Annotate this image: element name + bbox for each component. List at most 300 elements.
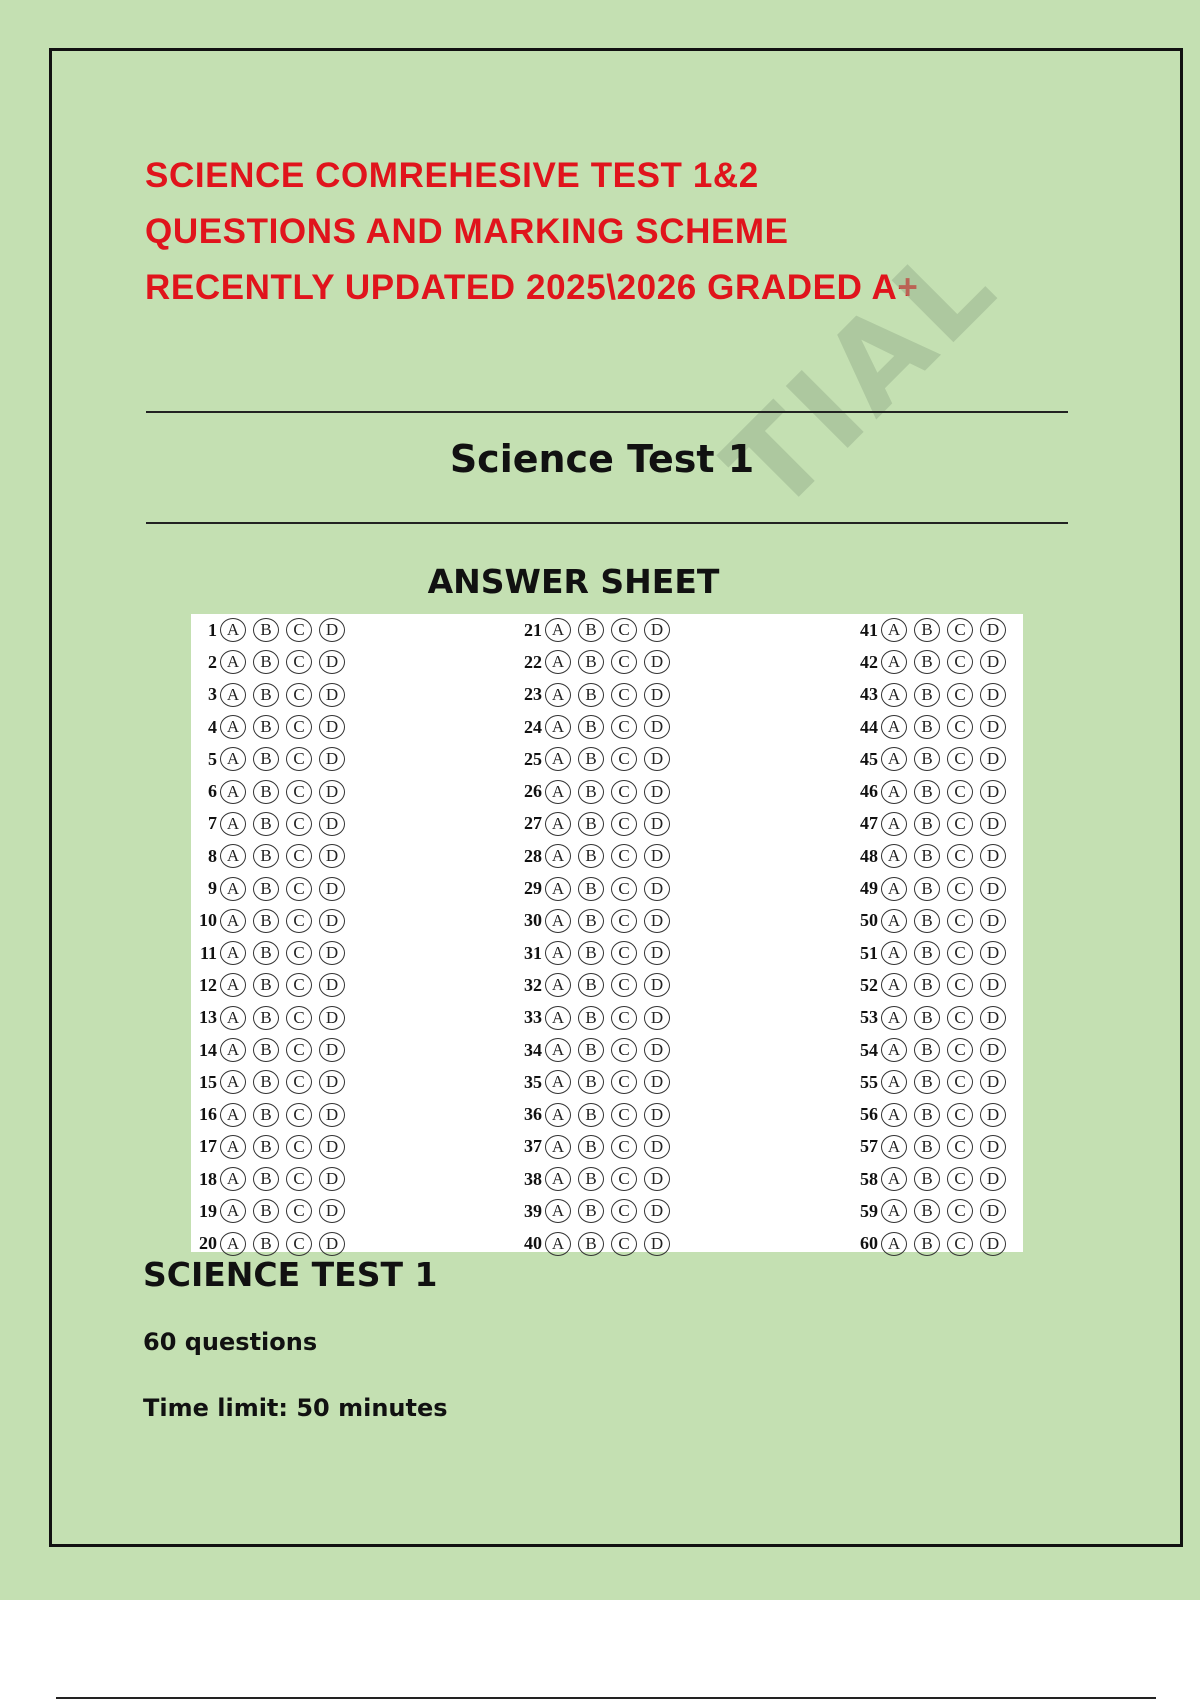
answer-bubble-d: D xyxy=(319,844,345,868)
answer-bubble-b: B xyxy=(914,1103,940,1127)
answer-bubble-c: C xyxy=(947,1232,973,1256)
question-number: 59 xyxy=(860,1200,878,1221)
answer-row xyxy=(191,711,391,743)
question-number: 34 xyxy=(524,1039,542,1060)
question-number: 38 xyxy=(524,1168,542,1189)
answer-bubble-a: A xyxy=(220,683,246,707)
answer-bubble-b: B xyxy=(253,780,279,804)
question-number: 13 xyxy=(199,1007,217,1028)
answer-bubble-c: C xyxy=(611,1038,637,1062)
answer-bubble-c: C xyxy=(611,715,637,739)
answer-bubble-d: D xyxy=(980,909,1006,933)
question-number: 60 xyxy=(860,1233,878,1254)
answer-bubble-d: D xyxy=(980,683,1006,707)
answer-sheet-grid xyxy=(191,614,1023,1252)
answer-bubble-c: C xyxy=(286,1070,312,1094)
answer-bubble-b: B xyxy=(914,618,940,642)
answer-bubble-a: A xyxy=(220,1232,246,1256)
answer-bubble-c: C xyxy=(286,1038,312,1062)
answer-bubble-b: B xyxy=(253,877,279,901)
answer-bubble-b: B xyxy=(253,650,279,674)
answer-row xyxy=(516,614,716,646)
answer-bubble-d: D xyxy=(319,683,345,707)
answer-bubble-d: D xyxy=(319,909,345,933)
footer-divider xyxy=(56,1697,1156,1699)
answer-row xyxy=(852,872,1052,904)
answer-bubble-b: B xyxy=(914,941,940,965)
answer-column xyxy=(852,614,1052,1260)
answer-bubble-b: B xyxy=(578,1167,604,1191)
answer-row xyxy=(516,1066,716,1098)
answer-bubble-c: C xyxy=(611,1103,637,1127)
answer-bubble-b: B xyxy=(578,747,604,771)
answer-bubble-b: B xyxy=(914,1199,940,1223)
answer-row xyxy=(191,614,391,646)
answer-bubble-c: C xyxy=(611,1006,637,1030)
answer-bubble-c: C xyxy=(286,780,312,804)
answer-bubble-d: D xyxy=(980,812,1006,836)
answer-bubble-c: C xyxy=(286,877,312,901)
answer-row xyxy=(516,1131,716,1163)
answer-bubble-a: A xyxy=(881,941,907,965)
answer-bubble-c: C xyxy=(611,1070,637,1094)
answer-bubble-a: A xyxy=(220,1070,246,1094)
answer-bubble-b: B xyxy=(578,1038,604,1062)
answer-row xyxy=(191,1098,391,1130)
answer-bubble-d: D xyxy=(644,1199,670,1223)
answer-bubble-b: B xyxy=(914,1232,940,1256)
answer-bubble-a: A xyxy=(881,1199,907,1223)
answer-bubble-d: D xyxy=(980,877,1006,901)
answer-bubble-d: D xyxy=(319,1103,345,1127)
answer-bubble-c: C xyxy=(947,1038,973,1062)
answer-bubble-d: D xyxy=(980,973,1006,997)
answer-bubble-a: A xyxy=(220,877,246,901)
question-number: 26 xyxy=(524,781,542,802)
question-number: 15 xyxy=(199,1071,217,1092)
answer-bubble-d: D xyxy=(644,941,670,965)
question-number: 29 xyxy=(524,878,542,899)
question-number: 51 xyxy=(860,942,878,963)
answer-bubble-d: D xyxy=(980,780,1006,804)
question-number: 36 xyxy=(524,1104,542,1125)
answer-bubble-a: A xyxy=(545,909,571,933)
answer-row xyxy=(516,1195,716,1227)
answer-bubble-d: D xyxy=(644,1070,670,1094)
answer-bubble-a: A xyxy=(881,973,907,997)
question-number: 33 xyxy=(524,1007,542,1028)
answer-row xyxy=(852,711,1052,743)
answer-bubble-c: C xyxy=(286,909,312,933)
answer-row xyxy=(516,1163,716,1195)
question-number: 42 xyxy=(860,651,878,672)
answer-bubble-b: B xyxy=(578,973,604,997)
answer-bubble-c: C xyxy=(947,618,973,642)
answer-bubble-a: A xyxy=(881,1070,907,1094)
answer-row xyxy=(191,1034,391,1066)
answer-bubble-d: D xyxy=(980,1199,1006,1223)
answer-bubble-a: A xyxy=(545,650,571,674)
answer-bubble-b: B xyxy=(253,747,279,771)
answer-bubble-a: A xyxy=(881,877,907,901)
answer-row xyxy=(852,1163,1052,1195)
question-number: 58 xyxy=(860,1168,878,1189)
answer-bubble-b: B xyxy=(578,812,604,836)
answer-row xyxy=(852,646,1052,678)
answer-bubble-a: A xyxy=(881,650,907,674)
answer-bubble-a: A xyxy=(545,844,571,868)
question-number: 9 xyxy=(208,878,217,899)
answer-bubble-c: C xyxy=(947,1070,973,1094)
answer-bubble-c: C xyxy=(611,909,637,933)
answer-bubble-c: C xyxy=(611,1167,637,1191)
answer-bubble-c: C xyxy=(611,877,637,901)
answer-row xyxy=(516,937,716,969)
question-number: 57 xyxy=(860,1136,878,1157)
answer-bubble-d: D xyxy=(319,747,345,771)
answer-row xyxy=(191,872,391,904)
answer-bubble-a: A xyxy=(881,1103,907,1127)
answer-bubble-a: A xyxy=(545,1038,571,1062)
question-count-text: 60 questions xyxy=(143,1328,318,1356)
answer-bubble-d: D xyxy=(644,1038,670,1062)
answer-bubble-a: A xyxy=(220,844,246,868)
answer-bubble-d: D xyxy=(644,618,670,642)
answer-bubble-a: A xyxy=(545,1006,571,1030)
answer-row xyxy=(516,1002,716,1034)
answer-row xyxy=(516,711,716,743)
answer-bubble-b: B xyxy=(914,1167,940,1191)
answer-row xyxy=(516,840,716,872)
answer-row xyxy=(852,1034,1052,1066)
answer-bubble-d: D xyxy=(980,1006,1006,1030)
answer-row xyxy=(852,1098,1052,1130)
question-number: 7 xyxy=(208,813,217,834)
answer-bubble-d: D xyxy=(319,877,345,901)
question-number: 50 xyxy=(860,910,878,931)
question-number: 41 xyxy=(860,619,878,640)
question-number: 16 xyxy=(199,1104,217,1125)
answer-bubble-d: D xyxy=(980,1038,1006,1062)
answer-bubble-c: C xyxy=(611,683,637,707)
question-number: 20 xyxy=(199,1233,217,1254)
answer-row xyxy=(852,840,1052,872)
answer-bubble-a: A xyxy=(545,780,571,804)
question-number: 17 xyxy=(199,1136,217,1157)
answer-row xyxy=(852,1131,1052,1163)
question-number: 55 xyxy=(860,1071,878,1092)
answer-bubble-d: D xyxy=(644,747,670,771)
question-number: 54 xyxy=(860,1039,878,1060)
title-line-3: RECENTLY UPDATED 2025\2026 GRADED A+ xyxy=(145,268,919,307)
answer-bubble-a: A xyxy=(220,1103,246,1127)
question-number: 37 xyxy=(524,1136,542,1157)
answer-bubble-c: C xyxy=(286,715,312,739)
question-number: 21 xyxy=(524,619,542,640)
answer-bubble-a: A xyxy=(881,812,907,836)
answer-bubble-d: D xyxy=(644,812,670,836)
answer-bubble-b: B xyxy=(578,1070,604,1094)
answer-bubble-c: C xyxy=(947,1103,973,1127)
answer-bubble-b: B xyxy=(578,877,604,901)
answer-bubble-b: B xyxy=(578,1103,604,1127)
answer-bubble-c: C xyxy=(947,780,973,804)
answer-bubble-d: D xyxy=(644,683,670,707)
answer-bubble-a: A xyxy=(545,973,571,997)
bottom-divider xyxy=(146,522,1068,524)
answer-row xyxy=(191,646,391,678)
question-number: 23 xyxy=(524,684,542,705)
question-number: 28 xyxy=(524,845,542,866)
answer-bubble-d: D xyxy=(644,1232,670,1256)
answer-row xyxy=(516,808,716,840)
answer-row xyxy=(516,646,716,678)
answer-bubble-b: B xyxy=(914,812,940,836)
answer-bubble-d: D xyxy=(980,941,1006,965)
answer-bubble-d: D xyxy=(644,715,670,739)
question-number: 31 xyxy=(524,942,542,963)
question-number: 3 xyxy=(208,684,217,705)
answer-bubble-a: A xyxy=(220,780,246,804)
answer-bubble-b: B xyxy=(578,780,604,804)
answer-bubble-a: A xyxy=(881,1232,907,1256)
question-number: 43 xyxy=(860,684,878,705)
question-number: 18 xyxy=(199,1168,217,1189)
answer-row xyxy=(191,905,391,937)
answer-bubble-d: D xyxy=(644,909,670,933)
answer-row xyxy=(852,1195,1052,1227)
answer-bubble-d: D xyxy=(644,973,670,997)
answer-bubble-b: B xyxy=(578,909,604,933)
question-number: 40 xyxy=(524,1233,542,1254)
question-number: 39 xyxy=(524,1200,542,1221)
answer-bubble-a: A xyxy=(545,1103,571,1127)
answer-bubble-c: C xyxy=(947,1199,973,1223)
answer-bubble-d: D xyxy=(644,844,670,868)
answer-bubble-c: C xyxy=(947,909,973,933)
answer-bubble-b: B xyxy=(578,715,604,739)
answer-bubble-c: C xyxy=(286,650,312,674)
answer-bubble-d: D xyxy=(319,1006,345,1030)
answer-row xyxy=(852,775,1052,807)
answer-bubble-c: C xyxy=(947,1006,973,1030)
answer-row xyxy=(852,1066,1052,1098)
question-number: 4 xyxy=(208,716,217,737)
answer-bubble-d: D xyxy=(980,844,1006,868)
answer-bubble-d: D xyxy=(319,1167,345,1191)
answer-row xyxy=(516,1228,716,1260)
answer-bubble-a: A xyxy=(220,909,246,933)
question-number: 11 xyxy=(199,942,217,963)
answer-bubble-a: A xyxy=(220,747,246,771)
answer-row xyxy=(191,808,391,840)
answer-bubble-d: D xyxy=(319,1199,345,1223)
answer-row xyxy=(516,872,716,904)
answer-bubble-a: A xyxy=(545,941,571,965)
question-number: 52 xyxy=(860,974,878,995)
answer-bubble-b: B xyxy=(914,1070,940,1094)
answer-bubble-c: C xyxy=(611,973,637,997)
question-number: 6 xyxy=(208,781,217,802)
answer-row xyxy=(516,1098,716,1130)
answer-bubble-c: C xyxy=(947,877,973,901)
answer-bubble-a: A xyxy=(220,1006,246,1030)
question-number: 14 xyxy=(199,1039,217,1060)
question-number: 22 xyxy=(524,651,542,672)
answer-bubble-b: B xyxy=(253,941,279,965)
answer-bubble-d: D xyxy=(980,1135,1006,1159)
answer-row xyxy=(191,840,391,872)
answer-bubble-d: D xyxy=(319,1135,345,1159)
answer-bubble-a: A xyxy=(220,941,246,965)
answer-row xyxy=(191,1066,391,1098)
answer-bubble-b: B xyxy=(578,618,604,642)
answer-bubble-b: B xyxy=(578,941,604,965)
answer-bubble-a: A xyxy=(545,812,571,836)
answer-bubble-d: D xyxy=(644,1103,670,1127)
answer-bubble-a: A xyxy=(545,1167,571,1191)
answer-bubble-d: D xyxy=(319,941,345,965)
answer-row xyxy=(516,679,716,711)
answer-bubble-c: C xyxy=(286,1167,312,1191)
answer-row xyxy=(852,905,1052,937)
answer-bubble-b: B xyxy=(914,877,940,901)
answer-bubble-d: D xyxy=(980,1103,1006,1127)
answer-row xyxy=(516,1034,716,1066)
answer-bubble-b: B xyxy=(578,1199,604,1223)
answer-row xyxy=(191,1002,391,1034)
answer-bubble-d: D xyxy=(980,1232,1006,1256)
answer-row xyxy=(852,937,1052,969)
answer-bubble-d: D xyxy=(319,715,345,739)
answer-bubble-c: C xyxy=(286,941,312,965)
answer-bubble-d: D xyxy=(980,650,1006,674)
answer-bubble-b: B xyxy=(914,683,940,707)
answer-bubble-b: B xyxy=(253,973,279,997)
answer-bubble-c: C xyxy=(611,1232,637,1256)
answer-row xyxy=(191,937,391,969)
answer-bubble-a: A xyxy=(881,747,907,771)
answer-bubble-c: C xyxy=(286,1199,312,1223)
answer-row xyxy=(852,969,1052,1001)
answer-bubble-d: D xyxy=(980,715,1006,739)
answer-bubble-a: A xyxy=(545,683,571,707)
answer-bubble-a: A xyxy=(545,715,571,739)
question-number: 10 xyxy=(199,910,217,931)
answer-bubble-c: C xyxy=(286,683,312,707)
answer-bubble-c: C xyxy=(286,747,312,771)
answer-bubble-b: B xyxy=(578,1232,604,1256)
answer-bubble-a: A xyxy=(881,683,907,707)
answer-bubble-c: C xyxy=(286,1232,312,1256)
answer-bubble-a: A xyxy=(545,877,571,901)
answer-bubble-c: C xyxy=(611,747,637,771)
answer-bubble-d: D xyxy=(644,650,670,674)
question-number: 27 xyxy=(524,813,542,834)
answer-bubble-a: A xyxy=(220,1135,246,1159)
answer-row xyxy=(852,614,1052,646)
answer-row xyxy=(516,775,716,807)
answer-bubble-a: A xyxy=(545,1199,571,1223)
answer-row xyxy=(191,679,391,711)
answer-bubble-a: A xyxy=(220,650,246,674)
top-divider xyxy=(146,411,1068,413)
answer-bubble-a: A xyxy=(881,1167,907,1191)
answer-bubble-b: B xyxy=(253,1199,279,1223)
answer-bubble-d: D xyxy=(319,780,345,804)
answer-bubble-b: B xyxy=(253,1167,279,1191)
answer-bubble-c: C xyxy=(611,650,637,674)
answer-bubble-b: B xyxy=(578,844,604,868)
answer-bubble-d: D xyxy=(980,1167,1006,1191)
answer-bubble-b: B xyxy=(253,1070,279,1094)
answer-bubble-b: B xyxy=(253,1103,279,1127)
answer-bubble-c: C xyxy=(947,683,973,707)
answer-bubble-a: A xyxy=(881,909,907,933)
question-number: 1 xyxy=(208,619,217,640)
answer-bubble-d: D xyxy=(980,747,1006,771)
answer-bubble-c: C xyxy=(947,973,973,997)
answer-bubble-d: D xyxy=(980,618,1006,642)
answer-bubble-b: B xyxy=(253,618,279,642)
answer-bubble-a: A xyxy=(220,618,246,642)
answer-bubble-b: B xyxy=(914,747,940,771)
test-heading: SCIENCE TEST 1 xyxy=(143,1255,438,1294)
answer-row xyxy=(191,1131,391,1163)
question-number: 44 xyxy=(860,716,878,737)
answer-bubble-b: B xyxy=(914,1135,940,1159)
answer-bubble-c: C xyxy=(947,747,973,771)
answer-bubble-b: B xyxy=(253,1232,279,1256)
answer-bubble-c: C xyxy=(286,812,312,836)
title-line-1: SCIENCE COMREHESIVE TEST 1&2 xyxy=(145,156,759,195)
answer-bubble-a: A xyxy=(545,747,571,771)
answer-bubble-a: A xyxy=(220,1199,246,1223)
answer-bubble-d: D xyxy=(319,812,345,836)
answer-bubble-a: A xyxy=(881,1006,907,1030)
answer-column xyxy=(516,614,716,1260)
answer-row xyxy=(191,1195,391,1227)
answer-bubble-b: B xyxy=(914,844,940,868)
answer-bubble-a: A xyxy=(881,1038,907,1062)
answer-row xyxy=(516,905,716,937)
answer-row xyxy=(191,969,391,1001)
question-number: 30 xyxy=(524,910,542,931)
answer-bubble-a: A xyxy=(220,1038,246,1062)
answer-bubble-d: D xyxy=(644,1167,670,1191)
answer-bubble-c: C xyxy=(286,973,312,997)
answer-bubble-b: B xyxy=(578,650,604,674)
question-number: 24 xyxy=(524,716,542,737)
time-limit-text: Time limit: 50 minutes xyxy=(143,1394,448,1422)
answer-bubble-c: C xyxy=(611,1135,637,1159)
answer-bubble-b: B xyxy=(253,909,279,933)
answer-bubble-b: B xyxy=(914,650,940,674)
answer-bubble-c: C xyxy=(947,844,973,868)
answer-bubble-a: A xyxy=(881,1135,907,1159)
question-number: 46 xyxy=(860,781,878,802)
answer-row xyxy=(191,775,391,807)
question-number: 19 xyxy=(199,1200,217,1221)
answer-bubble-d: D xyxy=(644,1135,670,1159)
answer-bubble-a: A xyxy=(881,780,907,804)
question-number: 25 xyxy=(524,748,542,769)
answer-bubble-d: D xyxy=(319,618,345,642)
answer-bubble-b: B xyxy=(253,1038,279,1062)
answer-row xyxy=(852,808,1052,840)
answer-bubble-a: A xyxy=(545,1232,571,1256)
answer-bubble-c: C xyxy=(611,812,637,836)
